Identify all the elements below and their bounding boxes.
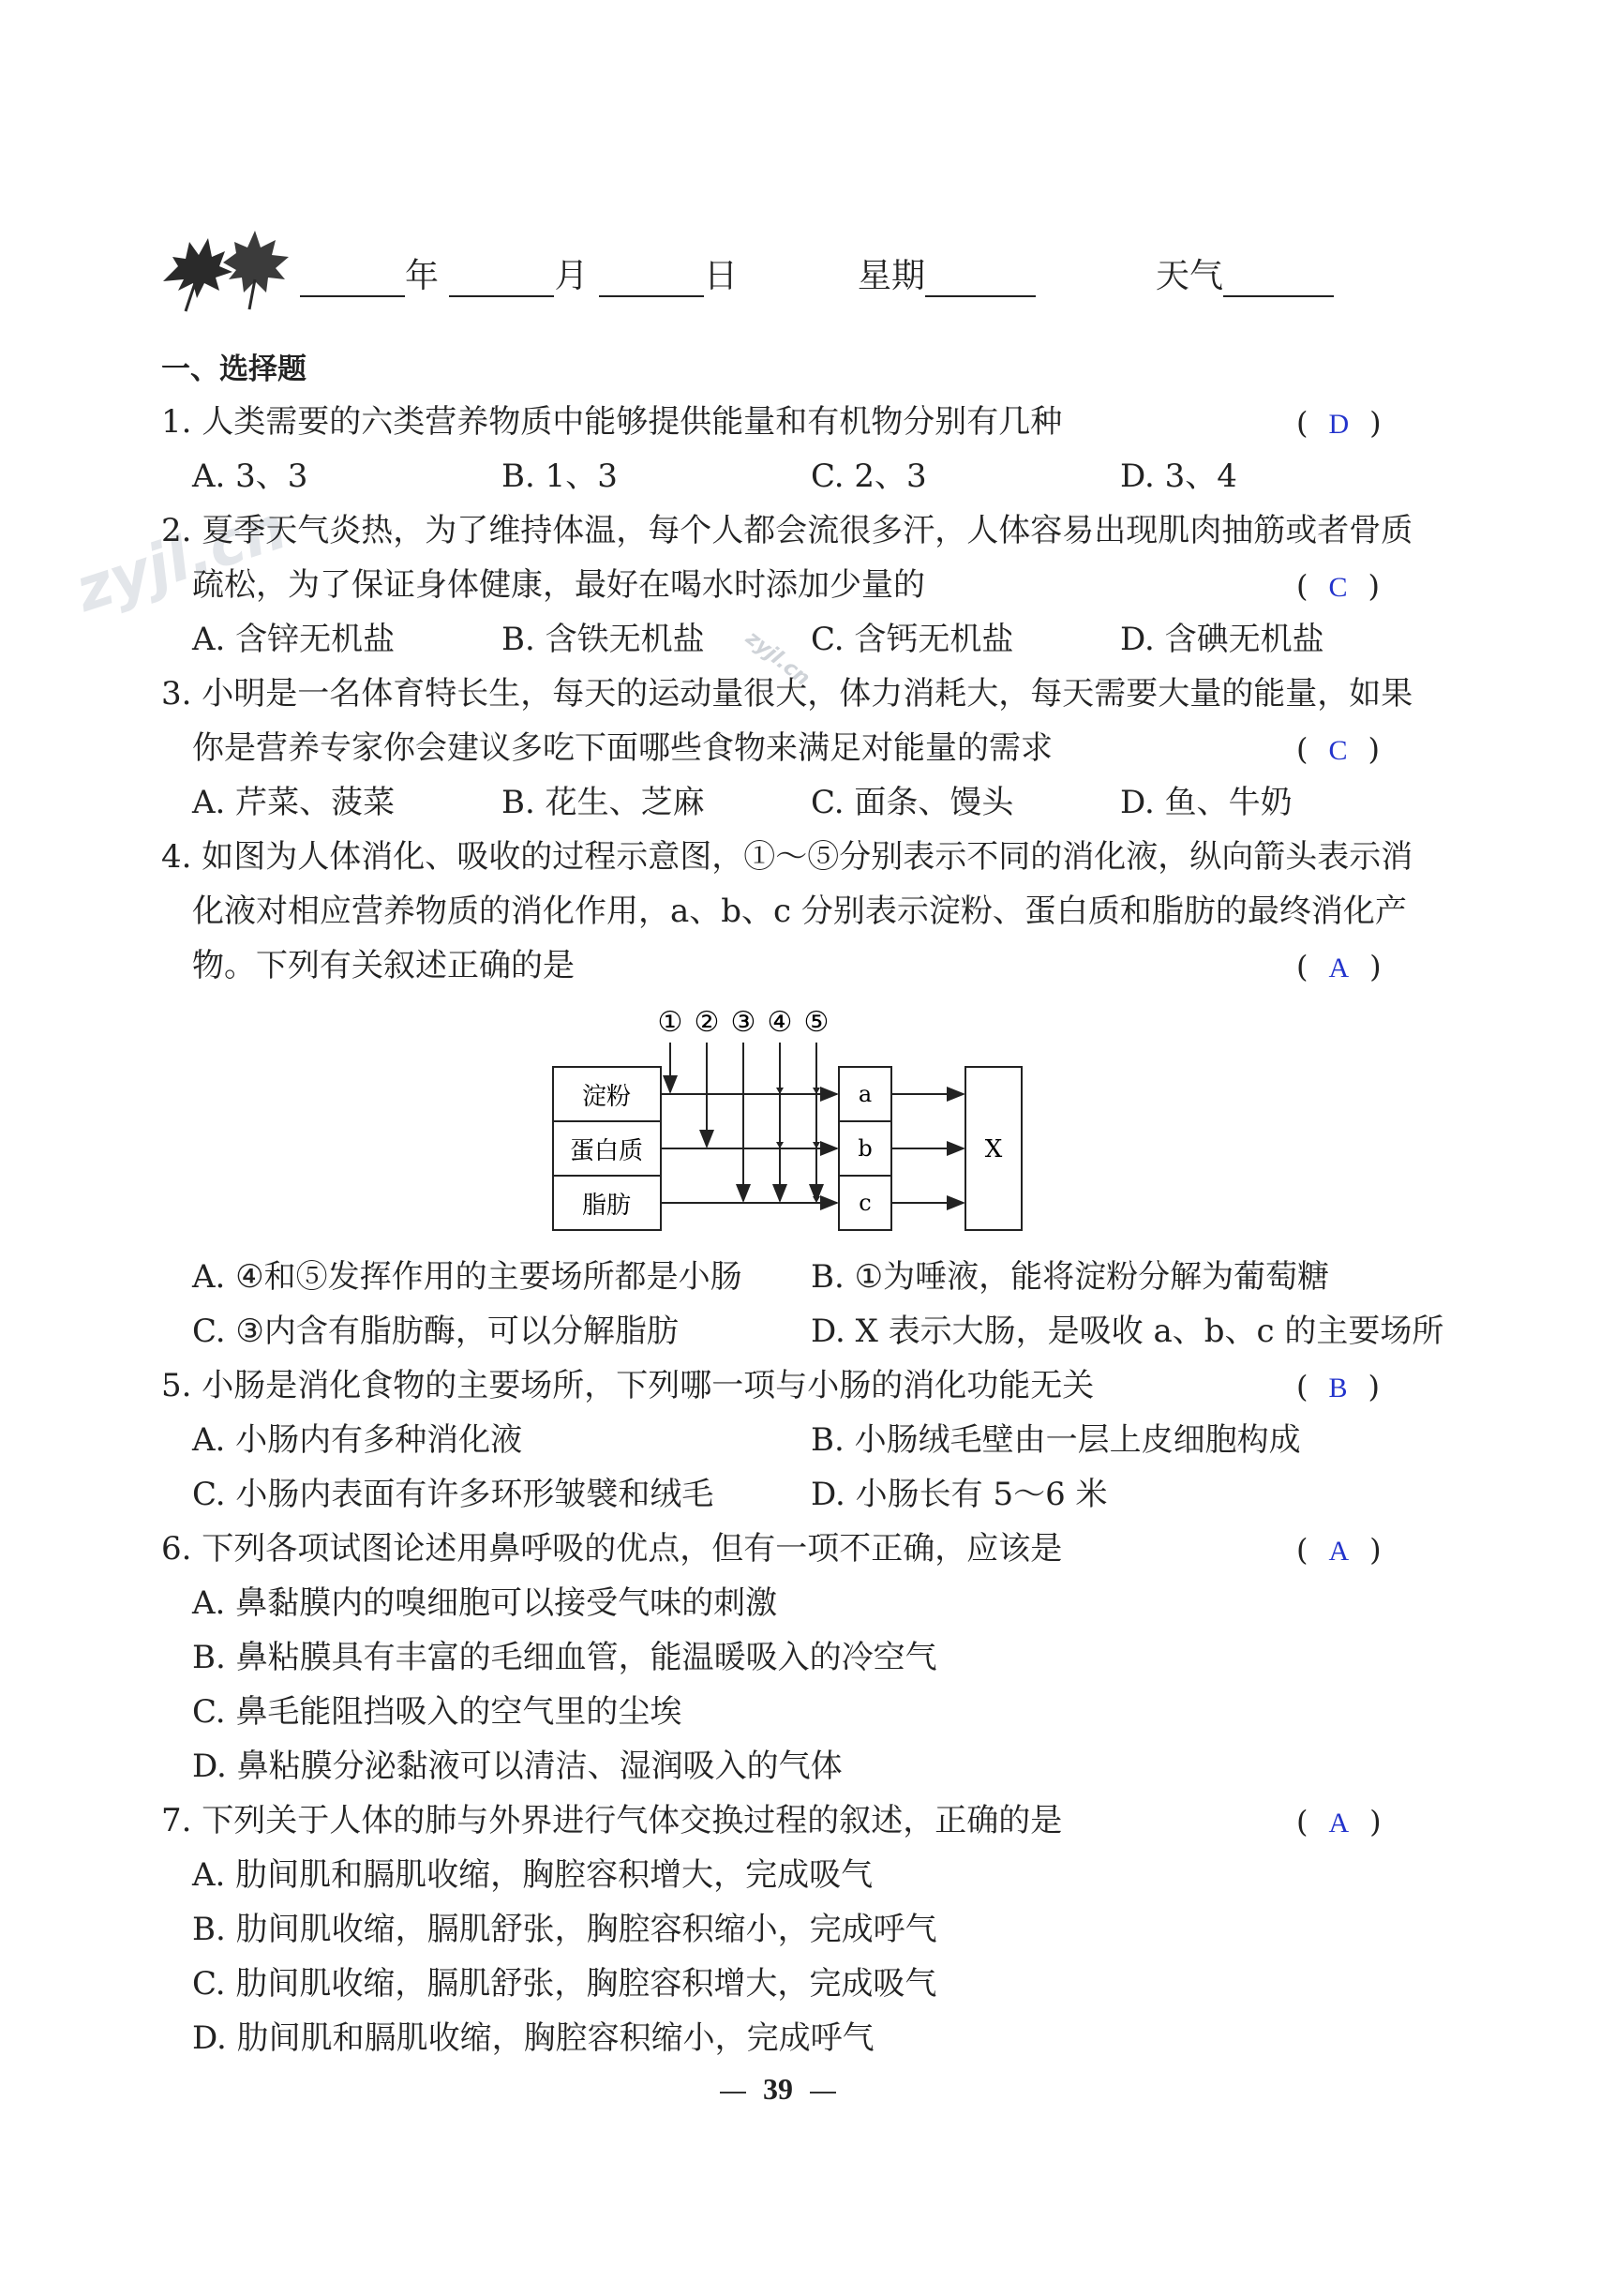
footer-dash-left xyxy=(720,2092,746,2093)
question-5-stem: 5. 小肠是消化食物的主要场所，下列哪一项与小肠的消化功能无关 xyxy=(161,1367,1095,1404)
q6-option-c: C. 鼻毛能阻挡吸入的空气里的尘埃 xyxy=(192,1693,682,1731)
q3-option-a: A. 芹菜、菠菜 xyxy=(192,784,396,821)
question-6-stem: 6. 下列各项试图论述用鼻呼吸的优点，但有一项不正确，应该是 xyxy=(161,1530,1063,1568)
enzyme-label-5: ⑤ xyxy=(803,1006,830,1039)
q1-option-c: C. 2、3 xyxy=(811,458,927,495)
q1-option-a: A. 3、3 xyxy=(192,458,308,495)
answer-5: B xyxy=(1328,1373,1348,1403)
page-number: 39 xyxy=(763,2072,793,2106)
q4-option-a: A. ④和⑤发挥作用的主要场所都是小肠 xyxy=(192,1258,742,1296)
q2-option-c: C. 含钙无机盐 xyxy=(811,621,1014,658)
q5-option-d: D. 小肠长有 5～6 米 xyxy=(811,1476,1108,1513)
question-4-stem: 4. 如图为人体消化、吸收的过程示意图，①～⑤分别表示不同的消化液，纵向箭头表示消 xyxy=(161,838,1413,876)
section-title: 一、选择题 xyxy=(161,353,307,386)
footer-dash-right xyxy=(810,2092,836,2093)
q5-option-a: A. 小肠内有多种消化液 xyxy=(192,1421,523,1459)
question-2-stem-line2: 疏松，为了保证身体健康，最好在喝水时添加少量的 xyxy=(192,566,925,604)
q4-option-b: B. ①为唾液，能将淀粉分解为葡萄糖 xyxy=(811,1258,1330,1296)
day-blank xyxy=(599,262,704,297)
q5-option-c: C. 小肠内表面有许多环形皱襞和绒毛 xyxy=(192,1476,714,1513)
q3-option-c: C. 面条、馒头 xyxy=(811,784,1014,821)
answer-bracket-5: ( B ) xyxy=(1296,1369,1380,1404)
answer-1: D xyxy=(1328,409,1350,440)
nutrient-protein: 蛋白质 xyxy=(569,1137,644,1165)
q7-option-d: D. 肋间肌和膈肌收缩，胸腔容积缩小，完成呼气 xyxy=(192,2019,875,2057)
product-b: b xyxy=(858,1135,873,1162)
enzyme-label-4: ④ xyxy=(767,1006,793,1039)
enzyme-label-3: ③ xyxy=(730,1006,756,1039)
maple-leaf-icon xyxy=(157,225,300,315)
year-label: 年 xyxy=(405,257,440,295)
enzyme-label-1: ① xyxy=(657,1006,683,1039)
watermark: zyjl.cn xyxy=(740,626,815,691)
q3-option-d: D. 鱼、牛奶 xyxy=(1120,784,1293,821)
digestion-diagram xyxy=(548,1003,1036,1238)
q7-option-c: C. 肋间肌收缩，膈肌舒张，胸腔容积增大，完成吸气 xyxy=(192,1965,937,2003)
question-7-stem: 7. 下列关于人体的肺与外界进行气体交换过程的叙述，正确的是 xyxy=(161,1802,1063,1839)
question-3-stem: 3. 小明是一名体育特长生，每天的运动量很大，体力消耗大，每天需要大量的能量，如果 xyxy=(161,675,1413,713)
weekday-blank xyxy=(925,262,1036,297)
q7-option-a: A. 肋间肌和膈肌收缩，胸腔容积增大，完成吸气 xyxy=(192,1856,874,1894)
answer-bracket-7: ( A ) xyxy=(1296,1804,1382,1839)
q6-option-a: A. 鼻黏膜内的嗅细胞可以接受气味的刺激 xyxy=(192,1584,778,1622)
question-3-stem-line2: 你是营养专家你会建议多吃下面哪些食物来满足对能量的需求 xyxy=(192,729,1053,767)
nutrient-fat: 脂肪 xyxy=(581,1192,632,1220)
answer-bracket-3: ( C ) xyxy=(1296,731,1380,767)
q6-option-d: D. 鼻粘膜分泌黏液可以清洁、湿润吸入的气体 xyxy=(192,1748,843,1785)
weather-blank xyxy=(1223,262,1334,297)
month-label: 月 xyxy=(554,257,589,295)
date-header xyxy=(300,249,738,297)
q6-option-b: B. 鼻粘膜具有丰富的毛细血管，能温暖吸入的冷空气 xyxy=(192,1639,937,1676)
year-blank xyxy=(300,262,405,297)
question-1-stem: 1. 人类需要的六类营养物质中能够提供能量和有机物分别有几种 xyxy=(161,403,1063,441)
answer-bracket-6: ( A ) xyxy=(1296,1532,1382,1568)
product-c: c xyxy=(859,1190,872,1216)
q2-option-a: A. 含锌无机盐 xyxy=(192,621,396,658)
watermark: zyjl.cn xyxy=(67,493,295,626)
answer-bracket-2: ( C ) xyxy=(1296,568,1380,604)
answer-3: C xyxy=(1328,735,1348,766)
enzyme-label-2: ② xyxy=(694,1006,720,1039)
q1-option-b: B. 1、3 xyxy=(501,458,618,495)
answer-4: A xyxy=(1328,953,1350,983)
page-number-footer xyxy=(703,2072,853,2107)
q7-option-b: B. 肋间肌收缩，膈肌舒张，胸腔容积缩小，完成呼气 xyxy=(192,1911,937,1948)
weekday-field xyxy=(858,249,1036,297)
q4-option-d: D. X 表示大肠，是吸收 a、b、c 的主要场所 xyxy=(811,1313,1444,1350)
question-4-stem-line3: 物。下列有关叙述正确的是 xyxy=(192,947,575,984)
weather-label: 天气 xyxy=(1156,257,1224,295)
answer-bracket-4: ( A ) xyxy=(1296,949,1382,984)
q5-option-b: B. 小肠绒毛壁由一层上皮细胞构成 xyxy=(811,1421,1301,1459)
nutrient-starch: 淀粉 xyxy=(581,1083,632,1111)
target-x: X xyxy=(984,1135,1003,1163)
q2-option-d: D. 含碘无机盐 xyxy=(1120,621,1324,658)
answer-2: C xyxy=(1328,572,1348,603)
answer-6: A xyxy=(1328,1536,1350,1567)
day-label: 日 xyxy=(703,257,738,295)
product-a: a xyxy=(858,1081,873,1107)
q2-option-b: B. 含铁无机盐 xyxy=(501,621,705,658)
q3-option-b: B. 花生、芝麻 xyxy=(501,784,705,821)
answer-7: A xyxy=(1328,1808,1350,1838)
q4-option-c: C. ③内含有脂肪酶，可以分解脂肪 xyxy=(192,1313,679,1350)
weather-field xyxy=(1156,249,1334,297)
q1-option-d: D. 3、4 xyxy=(1120,458,1237,495)
question-2-stem: 2. 夏季天气炎热，为了维持体温，每个人都会流很多汗，人体容易出现肌肉抽筋或者骨质 xyxy=(161,512,1413,549)
question-4-stem-line2: 化液对相应营养物质的消化作用，a、b、c 分别表示淀粉、蛋白质和脂肪的最终消化产 xyxy=(192,893,1407,930)
answer-bracket-1: ( D ) xyxy=(1296,405,1382,441)
month-blank xyxy=(449,262,554,297)
weekday-label: 星期 xyxy=(858,257,926,295)
